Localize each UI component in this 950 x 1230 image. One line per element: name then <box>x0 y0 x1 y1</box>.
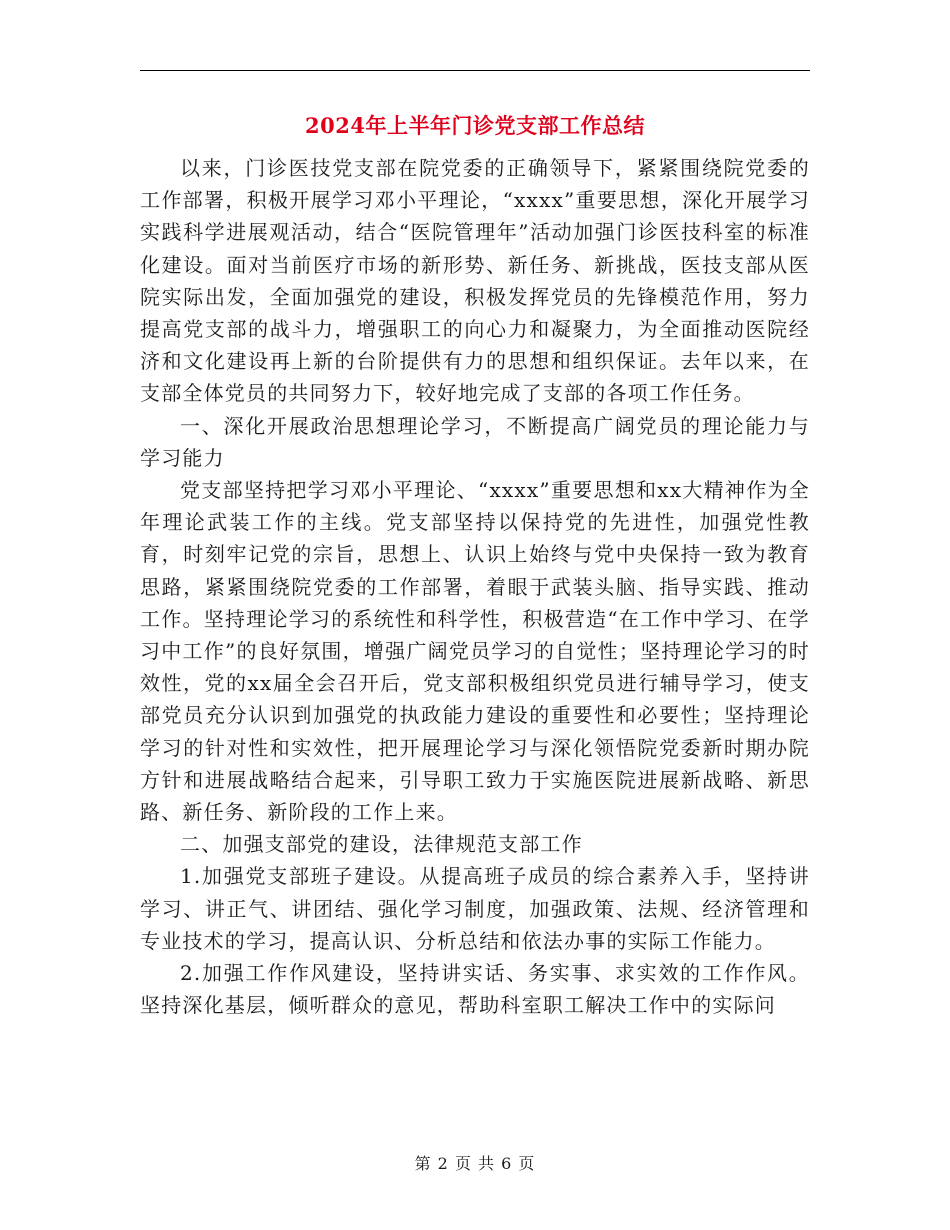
header-rule <box>140 70 810 71</box>
document-body <box>140 152 810 1021</box>
section-heading-1: 一、深化开展政治思想理论学习，不断提高广阔党员的理论能力与学习能力 <box>140 413 810 470</box>
section-heading-2: 二、加强支部党的建设，法律规范支部工作 <box>180 832 583 857</box>
document-title: 2024年上半年门诊党支部工作总结 <box>305 113 645 138</box>
paragraph-section-1: 党支部坚持把学习邓小平理论、“xxxx”重要思想和xx大精神作为全年理论武装工作的主线。党支部坚持以保持党的先进性，加强党性教育，时刻牢记党的宗旨，思想上、认识上始终与党中央保持一致为教育思路，紧紧围绕院党委的工作部署，着眼于武装头脑、指导实践、推动工作。坚持理论学习的系统性和科学性，积极营造“在工作中学习、在学习中工作”的良好氛围，增强广阔党员学习的自觉性；坚持理论学习的时效性，党的xx届全会召开后，党支部积极组织党员进行辅导学习，使支部党员充分认识到加强党的执政能力建设的重要性和必要性；坚持理论学习的针对性和实效性，把开展理论学习与深化领悟院党委新时期办院方针和进展战略结合起来，引导职工致力于实施医院进展新战略、新思路、新任务、新阶段的工作上来。 <box>140 478 810 825</box>
list-item-2: 2.加强工作作风建设，坚持讲实话、务实事、求实效的工作作风。坚持深化基层，倾听群众的意见，帮助科室职工解决工作中的实际问 <box>140 961 810 1018</box>
paragraph-intro: 以来，门诊医技党支部在院党委的正确领导下，紧紧围绕院党委的工作部署，积极开展学习邓小平理论，“xxxx”重要思想，深化开展学习实践科学进展观活动，结合“医院管理年”活动加强门诊医技科室的标准化建设。面对当前医疗市场的新形势、新任务、新挑战，医技支部从医院实际出发，全面加强党的建设，积极发挥党员的先锋模范作用，努力提高党支部的战斗力，增强职工的向心力和凝聚力，为全面推动医院经济和文化建设再上新的台阶提供有力的思想和组织保证。去年以来，在支部全体党员的共同努力下，较好地完成了支部的各项工作任务。 <box>140 156 810 406</box>
list-item-1: 1.加强党支部班子建设。从提高班子成员的综合素养入手，坚持讲学习、讲正气、讲团结、强化学习制度，加强政策、法规、经济管理和专业技术的学习，提高认识、分析总结和依法办事的实际工作能力。 <box>140 864 810 953</box>
page-number-footer: 第 2 页 共 6 页 <box>414 1154 536 1173</box>
